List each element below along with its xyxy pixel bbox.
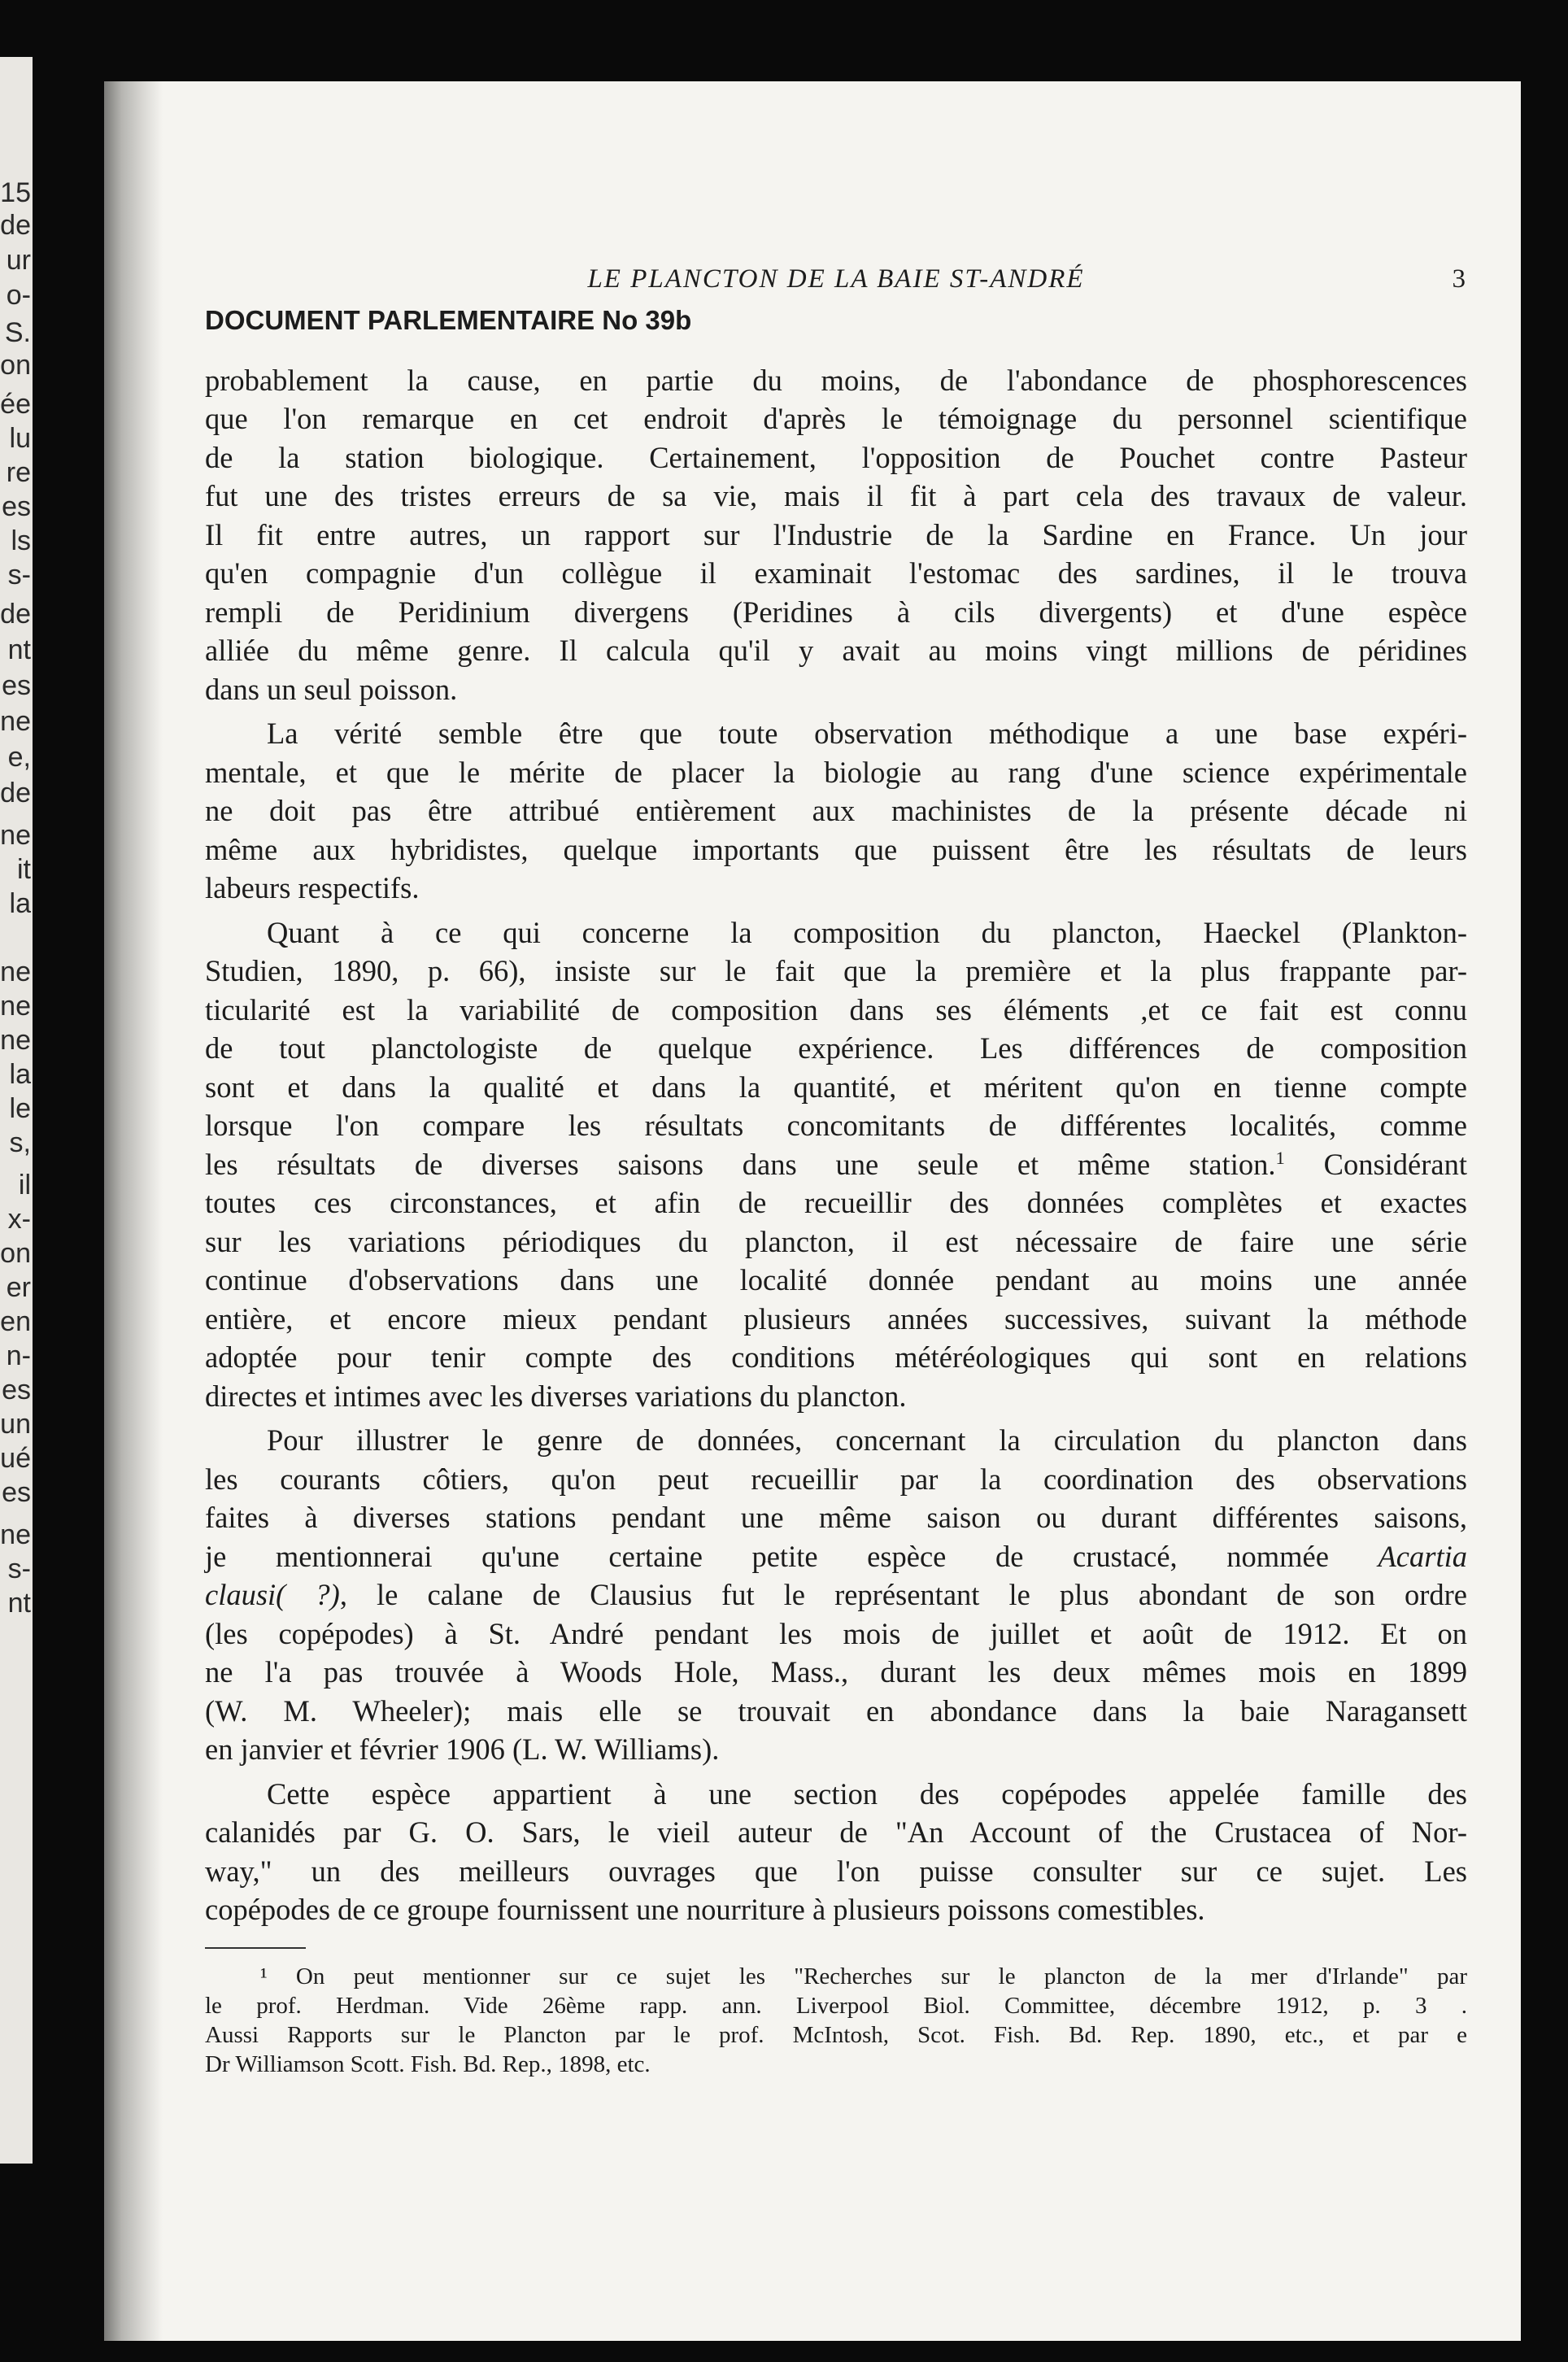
left-page-fragment: ée	[0, 389, 31, 420]
text-line: (W. M. Wheeler); mais elle se trouvait en abondance dans la baie Naragansett	[205, 1693, 1467, 1728]
left-page-fragment: il	[18, 1170, 31, 1201]
left-page-fragment: un	[0, 1409, 31, 1440]
text-line: qu'en compagnie d'un collègue il examinait l'estomac des sardines, il le trouva	[205, 556, 1467, 590]
text-line: Quant à ce qui concerne la composition du plancton, Haeckel (Plankton-	[267, 915, 1467, 949]
text-line: probablement la cause, en partie du moins, de l'abondance de phosphorescences	[205, 363, 1467, 397]
footnote-line: Dr Williamson Scott. Fish. Bd. Rep., 1898, etc.	[205, 2050, 651, 2077]
text-line: toutes ces circonstances, et afin de recueillir des données complètes et exactes	[205, 1186, 1467, 1219]
text-line: lorsque l'on compare les résultats concomitants de différentes localités, comme	[205, 1109, 1467, 1142]
text-line: ne doit pas être attribué entièrement aux machinistes de la présente décade ni	[205, 794, 1467, 827]
left-page-fragment: en	[0, 1306, 31, 1337]
text-line: que l'on remarque en cet endroit d'après le témoignage du personnel scientifique	[205, 402, 1467, 435]
footnote-divider	[205, 1947, 306, 1949]
left-page-fragment: ne	[0, 820, 31, 851]
footnote-line: ¹ On peut mentionner sur ce sujet les "Recherches sur le plancton de la mer d'Irlande" par	[260, 1963, 1467, 1989]
left-page-fragment: de	[0, 210, 31, 241]
page-content	[205, 260, 1467, 2079]
left-page-fragment: s-	[7, 560, 31, 590]
left-page-fragment: s-	[7, 1554, 31, 1584]
left-page-fragment: S.	[4, 317, 31, 348]
text-line: dans un seul poisson.	[205, 672, 458, 706]
text-line: de tout planctologiste de quelque expérience. Les différences de composition	[205, 1031, 1467, 1065]
text-line: copépodes de ce groupe fournissent une nourriture à plusieurs poissons comestibles.	[205, 1893, 1205, 1926]
left-page-fragment: nt	[7, 1588, 31, 1619]
text-line: entière, et encore mieux pendant plusieurs années successives, suivant la méthode	[205, 1301, 1467, 1336]
left-page-fragment: lu	[9, 423, 31, 454]
text-line: fut une des tristes erreurs de sa vie, mais il fit à part cela des travaux de valeur.	[205, 479, 1467, 512]
text-line: faites à diverses stations pendant une même saison ou durant différentes saisons,	[205, 1501, 1467, 1534]
footnote	[205, 1962, 1467, 2079]
text-line: continue d'observations dans une localité donnée pendant au moins une année	[205, 1263, 1467, 1296]
left-page-fragment: es	[2, 670, 31, 701]
paragraph	[205, 1421, 1467, 1769]
page-gutter-shadow	[104, 81, 163, 2341]
text-line: adoptée pour tenir compte des conditions météréologiques qui sont en relations	[205, 1340, 1467, 1374]
left-page-fragment: le	[9, 1093, 31, 1124]
left-page-fragment: it	[17, 854, 31, 885]
text-line: calanidés par G. O. Sars, le vieil auteur de "An Account of the Crustacea of Nor-	[205, 1815, 1467, 1849]
left-page-fragment: re	[6, 457, 31, 488]
left-page-fragment: de	[0, 599, 31, 630]
text-line: labeurs respectifs.	[205, 871, 420, 904]
text-line: sur les variations périodiques du plancton, il est nécessaire de faire une série	[205, 1224, 1467, 1258]
text-line: Studien, 1890, p. 66), insiste sur le fait que la première et la plus frappante par-	[205, 954, 1467, 987]
footnote-line: Aussi Rapports sur le Plancton par le prof. McIntosh, Scot. Fish. Bd. Rep. 1890, etc., et par e	[205, 2021, 1467, 2048]
text-line: directes et intimes avec les diverses variations du plancton.	[205, 1379, 907, 1413]
text-line: (les copépodes) à St. André pendant les mois de juillet et août de 1912. Et on	[205, 1616, 1467, 1650]
left-page-fragment: ne	[0, 957, 31, 987]
document-label: DOCUMENT PARLEMENTAIRE No 39b	[205, 305, 692, 335]
text-line: sont et dans la qualité et dans la quantité, et méritent qu'on en tienne compte	[205, 1070, 1467, 1104]
text-line: rempli de Peridinium divergens (Peridines à cils divergents) et d'une espèce	[205, 595, 1467, 629]
left-page-fragment: n-	[6, 1340, 31, 1371]
text-line: way," un des meilleurs ouvrages que l'on puisse consulter sur ce sujet. Les	[205, 1854, 1467, 1888]
left-page-fragment: ué	[0, 1443, 31, 1474]
text-line: en janvier et février 1906 (L. W. Williams).	[205, 1732, 720, 1766]
left-page-fragment: la	[9, 888, 31, 919]
left-page-fragment: ne	[0, 1519, 31, 1550]
text-line: ticularité est la variabilité de composition dans ses éléments ,et ce fait est connu	[205, 992, 1467, 1026]
left-page-fragment: ur	[6, 245, 31, 276]
left-page-fragment: e,	[7, 742, 31, 773]
text-line: de la station biologique. Certainement, l'opposition de Pouchet contre Pasteur	[205, 440, 1467, 474]
left-page-fragment: o-	[6, 280, 31, 311]
body-text	[205, 361, 1467, 1929]
left-page-fragment: ne	[0, 1025, 31, 1056]
text-line: même aux hybridistes, quelque importants que puissent être les résultats de leurs	[205, 832, 1467, 866]
left-page-fragment: es	[2, 491, 31, 522]
text-line: mentale, et que le mérite de placer la biologie au rang d'une science expérimentale	[205, 755, 1467, 789]
text-line: Pour illustrer le genre de données, concernant la circulation du plancton dans	[267, 1423, 1467, 1457]
left-page-fragment: es	[2, 1477, 31, 1508]
text-line: alliée du même genre. Il calcula qu'il y avait au moins vingt millions de péridines	[205, 634, 1467, 667]
running-head-title: LE PLANCTON DE LA BAIE ST-ANDRÉ	[587, 264, 1085, 294]
left-page-fragment: on	[0, 1238, 31, 1269]
paragraph	[205, 1775, 1467, 1929]
text-line: les courants côtiers, qu'on peut recueillir par la coordination des observations	[205, 1462, 1467, 1496]
scanned-page	[104, 81, 1521, 2341]
left-page-fragment: ls	[11, 525, 31, 556]
left-page-fragment: ne	[0, 706, 31, 737]
left-page-fragment: s,	[9, 1127, 31, 1158]
text-line: les résultats de diverses saisons dans une seule et même station.$^1$ Considérant	[205, 1147, 1467, 1181]
previous-page-fragment	[0, 57, 33, 2164]
page-number: 3	[1452, 264, 1467, 294]
left-page-fragment: x-	[7, 1204, 31, 1235]
left-page-fragment: es	[2, 1375, 31, 1405]
left-page-fragment: nt	[7, 634, 31, 665]
left-page-fragment: ne	[0, 991, 31, 1022]
text-line: Il fit entre autres, un rapport sur l'Industrie de la Sardine en France. Un jour	[205, 517, 1467, 551]
left-page-fragment: de	[0, 778, 31, 808]
left-page-fragment: 15	[0, 177, 31, 208]
paragraph	[205, 913, 1467, 1416]
paragraph	[205, 714, 1467, 908]
text-line: ne l'a pas trouvée à Woods Hole, Mass., durant les deux mêmes mois en 1899	[205, 1655, 1467, 1689]
running-head	[205, 260, 1467, 298]
left-page-fragment: on	[0, 350, 31, 381]
left-page-fragment: la	[9, 1059, 31, 1090]
text-line: je mentionnerai qu'une certaine petite espèce de crustacé, nommée Acartia	[205, 1539, 1467, 1573]
footnote-line: le prof. Herdman. Vide 26ème rapp. ann. Liverpool Biol. Committee, décembre 1912, p. 3 .	[205, 1992, 1467, 2019]
text-line: Cette espèce appartient à une section des copépodes appelée famille des	[267, 1776, 1467, 1811]
text-line: La vérité semble être que toute observation méthodique a une base expéri-	[267, 717, 1467, 750]
left-page-fragment: er	[6, 1272, 31, 1303]
text-line: clausi( ?), le calane de Clausius fut le représentant le plus abondant de son ordre	[205, 1578, 1467, 1611]
paragraph	[205, 361, 1467, 709]
